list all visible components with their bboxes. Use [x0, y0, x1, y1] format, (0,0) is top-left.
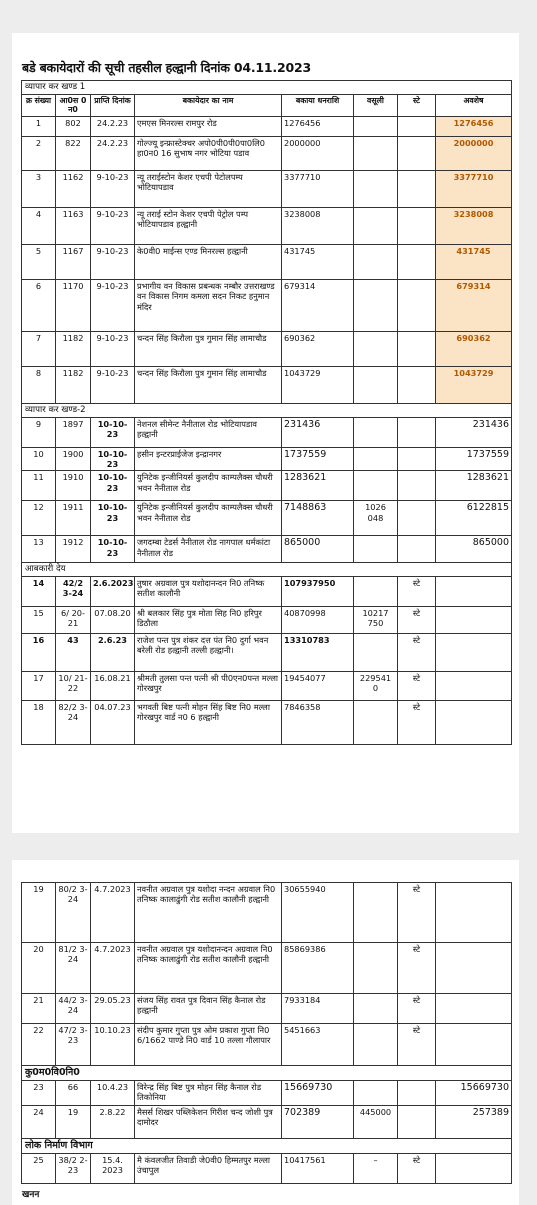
balance-cell: [436, 1024, 512, 1066]
table-row: [22, 577, 512, 607]
serial-cell: 9: [22, 417, 56, 447]
recovery-cell: [354, 137, 398, 171]
stay-cell: स्टे: [398, 634, 436, 672]
stay-cell: स्टे: [398, 1024, 436, 1066]
recovery-cell: [354, 171, 398, 208]
balance-cell: 2000000: [436, 137, 512, 171]
recovery-cell: [354, 245, 398, 280]
table-row: [22, 1105, 512, 1138]
due-amount-cell: 2000000: [282, 137, 354, 171]
table-row: [22, 536, 512, 563]
defaulter-name-cell: गोल्ज्यू इन्फ्रास्टेक्चर अपो0पी0पी0पा0लि0 हा0न0 16 सुभाष नगर भोटिया पडाव: [135, 137, 282, 171]
serial-cell: 17: [22, 672, 56, 701]
table-row: [22, 943, 512, 994]
due-amount-cell: 7846358: [282, 701, 354, 745]
stay-cell: [398, 536, 436, 563]
due-amount-cell: 10417561: [282, 1153, 354, 1183]
defaulter-name-cell: नेशनल सीमेन्ट नैनीताल रोड भोटियापडाव हल्द्वानी: [135, 417, 282, 447]
date-cell: 04.07.23: [91, 701, 135, 745]
table-row: [22, 1024, 512, 1066]
serial-cell: 12: [22, 501, 56, 536]
col-header: वसूली: [354, 94, 398, 116]
recovery-cell: [354, 1080, 398, 1105]
stay-cell: स्टे: [398, 994, 436, 1024]
recovery-cell: [354, 117, 398, 137]
stay-cell: [398, 471, 436, 501]
serial-cell: 11: [22, 471, 56, 501]
balance-cell: [436, 994, 512, 1024]
date-cell: 2.6.2023: [91, 577, 135, 607]
defaulter-name-cell: न्यू तराई स्टोन केशर एचपी पेट्रोल पम्प भोटियापडाव हल्द्वानी: [135, 208, 282, 245]
serial-cell: 1: [22, 117, 56, 137]
header-row: [22, 94, 512, 116]
table-row: [22, 117, 512, 137]
due-amount-cell: 1043729: [282, 367, 354, 404]
balance-cell: 1283621: [436, 471, 512, 501]
stay-cell: स्टे: [398, 1153, 436, 1183]
date-cell: 4.7.2023: [91, 883, 135, 943]
serial-cell: 21: [22, 994, 56, 1024]
balance-cell: [436, 943, 512, 994]
stay-cell: [398, 208, 436, 245]
table-row: [22, 1153, 512, 1183]
due-amount-cell: 3238008: [282, 208, 354, 245]
balance-cell: 3238008: [436, 208, 512, 245]
due-amount-cell: 1276456: [282, 117, 354, 137]
serial-cell: 24: [22, 1105, 56, 1138]
recovery-cell: 445000: [354, 1105, 398, 1138]
date-cell: 9-10-23: [91, 332, 135, 367]
table-row: [22, 883, 512, 943]
defaulter-name-cell: न्यू तराईस्टोन केशर एचपी पेटोलपम्प भोटियापडाव: [135, 171, 282, 208]
due-amount-cell: 7148863: [282, 501, 354, 536]
defaulters-table-1: [21, 80, 512, 745]
rc-number-cell: 44/2 3-24: [56, 994, 91, 1024]
defaulter-name-cell: श्रीमती तुलसा पन्त पत्नी श्री पी0एन0पन्त मल्ला गोरखपुर: [135, 672, 282, 701]
recovery-cell: [354, 208, 398, 245]
date-cell: 29.05.23: [91, 994, 135, 1024]
recovery-cell: [354, 332, 398, 367]
rc-number-cell: 19: [56, 1105, 91, 1138]
stay-cell: [398, 332, 436, 367]
rc-number-cell: 1163: [56, 208, 91, 245]
rc-number-cell: 1170: [56, 280, 91, 332]
defaulter-name-cell: मै कंवलजीत तिवाडी जे0वी0 हिम्मतपुर मल्ला उंचापुल: [135, 1153, 282, 1183]
table-row: [22, 417, 512, 447]
page-title: बडे बकायेदारों की सूची तहसील हल्द्वानी दिनांक 04.11.2023: [22, 60, 311, 75]
stay-cell: [398, 117, 436, 137]
table-row: [22, 171, 512, 208]
date-cell: 9-10-23: [91, 208, 135, 245]
date-cell: 24.2.23: [91, 137, 135, 171]
due-amount-cell: 40870998: [282, 607, 354, 634]
date-cell: 10-10-23: [91, 417, 135, 447]
date-cell: 9-10-23: [91, 245, 135, 280]
serial-cell: 2: [22, 137, 56, 171]
due-amount-cell: 231436: [282, 417, 354, 447]
rc-number-cell: 1910: [56, 471, 91, 501]
serial-cell: 14: [22, 577, 56, 607]
table-row: [22, 634, 512, 672]
defaulter-name-cell: तुषार अग्रवाल पुत्र यशोदानन्दन नि0 तनिष्क सतीश कालौनी: [135, 577, 282, 607]
serial-cell: 20: [22, 943, 56, 994]
serial-cell: 19: [22, 883, 56, 943]
due-amount-cell: 702389: [282, 1105, 354, 1138]
col-header: क्र संख्या: [22, 94, 56, 116]
serial-cell: 13: [22, 536, 56, 563]
table-row: [22, 672, 512, 701]
due-amount-cell: 865000: [282, 536, 354, 563]
due-amount-cell: 3377710: [282, 171, 354, 208]
recovery-cell: [354, 701, 398, 745]
due-amount-cell: 690362: [282, 332, 354, 367]
section-heading: लोक निर्माण विभाग: [22, 1138, 512, 1153]
rc-number-cell: 81/2 3-24: [56, 943, 91, 994]
balance-cell: [436, 577, 512, 607]
rc-number-cell: 38/2 2-23: [56, 1153, 91, 1183]
section-heading: व्यापार कर खण्ड 1: [22, 81, 512, 95]
defaulter-name-cell: युनिटेक इन्जीनियर्स कुलदीप काम्पलैक्स चौधरी भवन नैनीताल रोड: [135, 471, 282, 501]
serial-cell: 22: [22, 1024, 56, 1066]
rc-number-cell: 1182: [56, 367, 91, 404]
balance-cell: [436, 607, 512, 634]
table-row: [22, 994, 512, 1024]
defaulter-name-cell: मैसर्स शिखर पब्लिकेशन गिरीश चन्द जोशी पुत्र दामोदर: [135, 1105, 282, 1138]
section-row: [22, 81, 512, 95]
defaulter-name-cell: प्रभागीय वन विकास प्रबन्धक नम्बौर उत्तराखण्ड वन विकास निगम कमला सदन निकट हनुमान मंदिर: [135, 280, 282, 332]
bottom-cut-heading: खनन: [22, 1190, 40, 1200]
stay-cell: [398, 1080, 436, 1105]
defaulter-name-cell: चन्दन सिंह किरौला पुत्र गुमान सिंह लामाचौड: [135, 367, 282, 404]
date-cell: 2.8.22: [91, 1105, 135, 1138]
balance-cell: 3377710: [436, 171, 512, 208]
rc-number-cell: 66: [56, 1080, 91, 1105]
section-row: [22, 1138, 512, 1153]
recovery-cell: [354, 280, 398, 332]
section-row: [22, 563, 512, 577]
defaulter-name-cell: के0वी0 माईन्स एण्ड मिनरल्स हल्द्वानी: [135, 245, 282, 280]
serial-cell: 6: [22, 280, 56, 332]
stay-cell: स्टे: [398, 943, 436, 994]
table-row: [22, 367, 512, 404]
table-row: [22, 137, 512, 171]
stay-cell: स्टे: [398, 577, 436, 607]
serial-cell: 3: [22, 171, 56, 208]
date-cell: 15.4. 2023: [91, 1153, 135, 1183]
recovery-cell: [354, 994, 398, 1024]
section-row: [22, 404, 512, 418]
rc-number-cell: 42/2 3-24: [56, 577, 91, 607]
balance-cell: 231436: [436, 417, 512, 447]
rc-number-cell: 80/2 3-24: [56, 883, 91, 943]
due-amount-cell: 19454077: [282, 672, 354, 701]
date-cell: 10.4.23: [91, 1080, 135, 1105]
stay-cell: [398, 501, 436, 536]
due-amount-cell: 15669730: [282, 1080, 354, 1105]
balance-cell: 431745: [436, 245, 512, 280]
serial-cell: 18: [22, 701, 56, 745]
defaulter-name-cell: नवनीत अग्रवाल पुत्र यशोदा नन्दन अग्रवाल नि0 तनिष्क कालाढुंगी रोड सतीश कालौनी हल्द्वानी: [135, 883, 282, 943]
stay-cell: [398, 367, 436, 404]
balance-cell: 6122815: [436, 501, 512, 536]
stay-cell: [398, 280, 436, 332]
serial-cell: 5: [22, 245, 56, 280]
balance-cell: 690362: [436, 332, 512, 367]
stay-cell: [398, 447, 436, 471]
serial-cell: 23: [22, 1080, 56, 1105]
rc-number-cell: 1182: [56, 332, 91, 367]
table-row: [22, 1080, 512, 1105]
defaulter-name-cell: जगदम्बा टेडर्स नैनीताल रोड नागपाल धर्मकांटा नैनीताल रोड: [135, 536, 282, 563]
date-cell: 9-10-23: [91, 367, 135, 404]
balance-cell: [436, 883, 512, 943]
col-header: बकाया धनराशि: [282, 94, 354, 116]
date-cell: 10-10-23: [91, 447, 135, 471]
defaulter-name-cell: हसीन इन्टरप्राईजेज इन्द्रानगर: [135, 447, 282, 471]
col-header: प्राप्ति दिनांक: [91, 94, 135, 116]
rc-number-cell: 1167: [56, 245, 91, 280]
rc-number-cell: 10/ 21-22: [56, 672, 91, 701]
serial-cell: 7: [22, 332, 56, 367]
date-cell: 4.7.2023: [91, 943, 135, 994]
balance-cell: 1276456: [436, 117, 512, 137]
due-amount-cell: 1283621: [282, 471, 354, 501]
col-header: अवशेष: [436, 94, 512, 116]
recovery-cell: –: [354, 1153, 398, 1183]
stay-cell: स्टे: [398, 701, 436, 745]
date-cell: 24.2.23: [91, 117, 135, 137]
table-row: [22, 245, 512, 280]
defaulter-name-cell: विरेन्द्र सिंह बिष्ट पुत्र मोहन सिंह कैनाल रोड तिकोनिया: [135, 1080, 282, 1105]
due-amount-cell: 107937950: [282, 577, 354, 607]
defaulters-table-2: [21, 882, 512, 1184]
rc-number-cell: 47/2 3-23: [56, 1024, 91, 1066]
rc-number-cell: 1911: [56, 501, 91, 536]
recovery-cell: [354, 471, 398, 501]
rc-number-cell: 1900: [56, 447, 91, 471]
document-page-2: [12, 860, 519, 1205]
section-heading: व्यापार कर खण्ड-2: [22, 404, 512, 418]
serial-cell: 4: [22, 208, 56, 245]
rc-number-cell: 822: [56, 137, 91, 171]
table-row: [22, 447, 512, 471]
section-heading: आबकारी देय: [22, 563, 512, 577]
balance-cell: 1043729: [436, 367, 512, 404]
date-cell: 9-10-23: [91, 280, 135, 332]
rc-number-cell: 1162: [56, 171, 91, 208]
rc-number-cell: 6/ 20-21: [56, 607, 91, 634]
stay-cell: [398, 417, 436, 447]
table-row: [22, 607, 512, 634]
serial-cell: 8: [22, 367, 56, 404]
due-amount-cell: 431745: [282, 245, 354, 280]
table-row: [22, 471, 512, 501]
rc-number-cell: 1912: [56, 536, 91, 563]
balance-cell: 257389: [436, 1105, 512, 1138]
rc-number-cell: 802: [56, 117, 91, 137]
defaulter-name-cell: एमएस मिनरल्स रामपुर रोड: [135, 117, 282, 137]
stay-cell: स्टे: [398, 672, 436, 701]
stay-cell: स्टे: [398, 607, 436, 634]
balance-cell: [436, 672, 512, 701]
defaulter-name-cell: भगवती बिष्ट पत्नी मोहन सिंह बिष्ट नि0 मल्ला गोरखपुर वार्ड न0 6 हल्द्वानी: [135, 701, 282, 745]
defaulter-name-cell: संजय सिंह रावत पुत्र दिवान सिंह कैनाल रोड हल्द्वानी: [135, 994, 282, 1024]
date-cell: 10-10-23: [91, 501, 135, 536]
col-header: स्टे: [398, 94, 436, 116]
balance-cell: 15669730: [436, 1080, 512, 1105]
defaulter-name-cell: चन्दन सिंह किरौला पुत्र गुमान सिंह लामाचौड: [135, 332, 282, 367]
date-cell: 9-10-23: [91, 171, 135, 208]
stay-cell: [398, 171, 436, 208]
serial-cell: 15: [22, 607, 56, 634]
balance-cell: 1737559: [436, 447, 512, 471]
date-cell: 07.08.20: [91, 607, 135, 634]
table-row: [22, 332, 512, 367]
stay-cell: [398, 1105, 436, 1138]
document-page-1: [12, 33, 519, 833]
recovery-cell: [354, 367, 398, 404]
recovery-cell: 229541 0: [354, 672, 398, 701]
serial-cell: 10: [22, 447, 56, 471]
due-amount-cell: 1737559: [282, 447, 354, 471]
table-row: [22, 501, 512, 536]
date-cell: 10-10-23: [91, 536, 135, 563]
section-heading: कु0म0वि0नि0: [22, 1066, 512, 1081]
date-cell: 10-10-23: [91, 471, 135, 501]
stay-cell: [398, 137, 436, 171]
due-amount-cell: 30655940: [282, 883, 354, 943]
balance-cell: 679314: [436, 280, 512, 332]
stay-cell: स्टे: [398, 883, 436, 943]
table-row: [22, 280, 512, 332]
rc-number-cell: 82/2 3-24: [56, 701, 91, 745]
rc-number-cell: 43: [56, 634, 91, 672]
due-amount-cell: 13310783: [282, 634, 354, 672]
due-amount-cell: 85869386: [282, 943, 354, 994]
col-header: बकायेदार का नाम: [135, 94, 282, 116]
due-amount-cell: 679314: [282, 280, 354, 332]
defaulter-name-cell: संदीप कुमार गुप्ता पुत्र ओम प्रकाश गुप्ता नि0 6/1662 पाण्डे नि0 वार्ड 10 तल्ला गौलापार: [135, 1024, 282, 1066]
recovery-cell: [354, 536, 398, 563]
recovery-cell: [354, 447, 398, 471]
due-amount-cell: 5451663: [282, 1024, 354, 1066]
defaulter-name-cell: श्री बलकार सिंह पुत्र मोता सिह नि0 हरिपुर डिठौला: [135, 607, 282, 634]
recovery-cell: [354, 883, 398, 943]
balance-cell: [436, 634, 512, 672]
recovery-cell: [354, 577, 398, 607]
recovery-cell: [354, 1024, 398, 1066]
date-cell: 16.08.21: [91, 672, 135, 701]
balance-cell: [436, 1153, 512, 1183]
defaulter-name-cell: राजेश पन्त पुत्र शंकर दत्त पंत नि0 दुर्गा भवन बरेली रोड हल्द्वानी तल्ली हल्द्वानी।: [135, 634, 282, 672]
defaulter-name-cell: युनिटेक इन्जीनियर्स कुलदीप काम्पलैक्स चौधरी भवन नैनीताल रोड: [135, 501, 282, 536]
recovery-cell: [354, 634, 398, 672]
date-cell: 2.6.23: [91, 634, 135, 672]
balance-cell: [436, 701, 512, 745]
table-row: [22, 701, 512, 745]
recovery-cell: 1026 048: [354, 501, 398, 536]
balance-cell: 865000: [436, 536, 512, 563]
rc-number-cell: 1897: [56, 417, 91, 447]
date-cell: 10.10.23: [91, 1024, 135, 1066]
due-amount-cell: 7933184: [282, 994, 354, 1024]
serial-cell: 16: [22, 634, 56, 672]
recovery-cell: 10217 750: [354, 607, 398, 634]
section-row: [22, 1066, 512, 1081]
table-row: [22, 208, 512, 245]
recovery-cell: [354, 417, 398, 447]
recovery-cell: [354, 943, 398, 994]
stay-cell: [398, 245, 436, 280]
col-header: आ0स 0 न0: [56, 94, 91, 116]
serial-cell: 25: [22, 1153, 56, 1183]
defaulter-name-cell: नवनीत अग्रवाल पुत्र यशोदानन्दन अग्रवाल नि0 तनिष्क कालाढुंगी रोड सतीश कालौनी हल्द्वानी: [135, 943, 282, 994]
